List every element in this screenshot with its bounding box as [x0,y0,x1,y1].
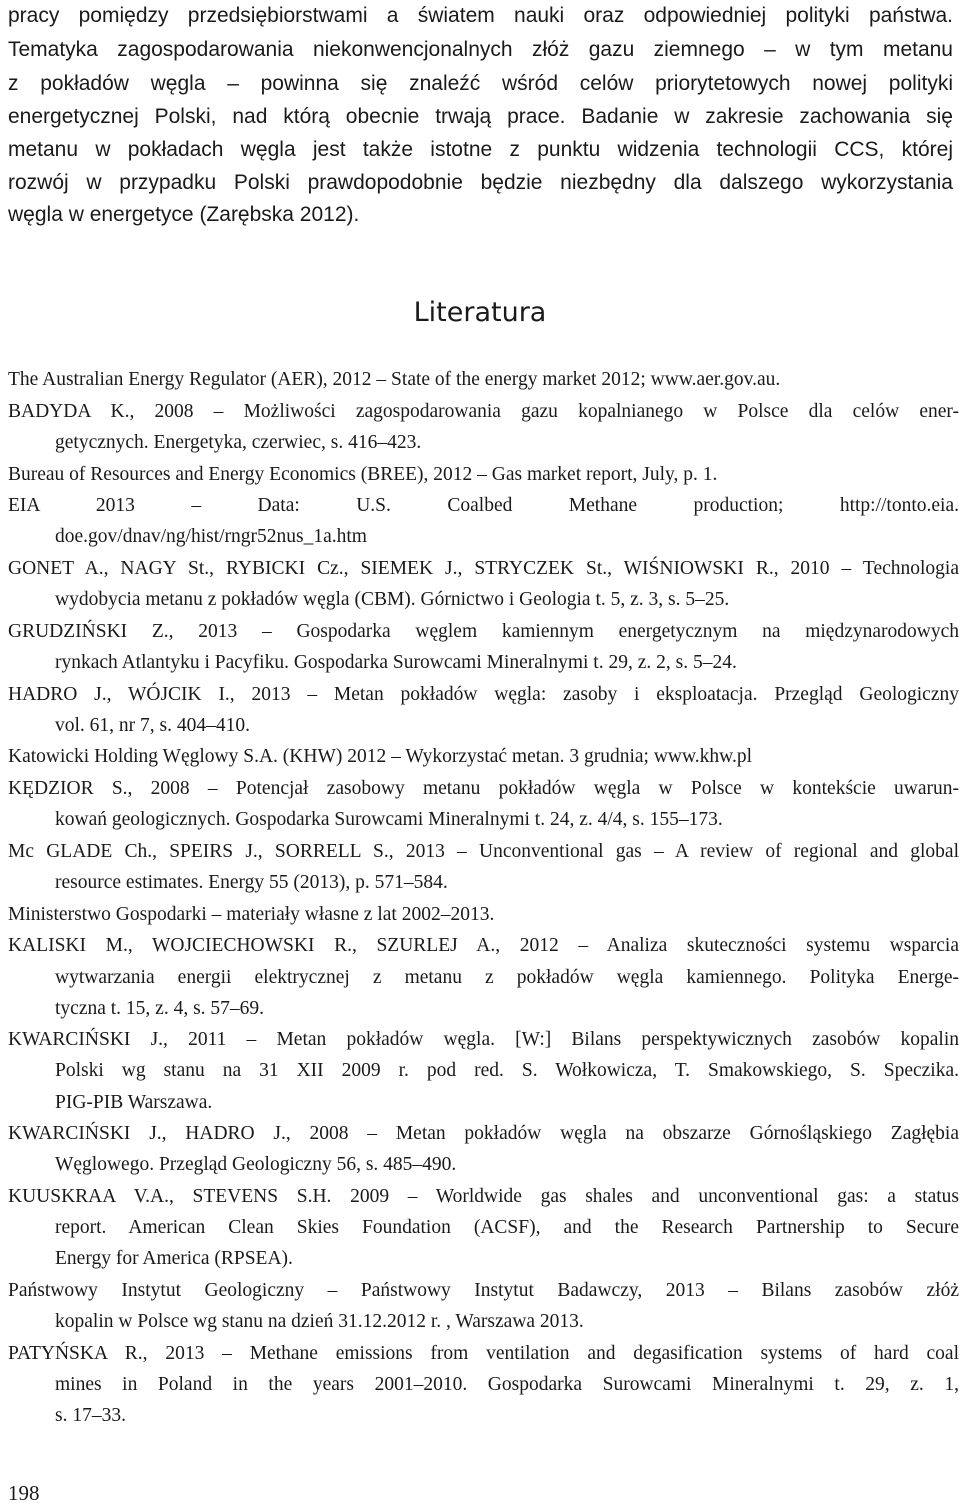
paragraph-line: węgla w energetyce (Zarębska 2012). [8,203,360,226]
reference-continuation-line: vol. 61, nr 7, s. 404–410. [55,715,250,736]
section-heading: Literatura [413,297,547,328]
paragraph-line: energetycznej Polski, nad którą obecnie trwają prace. Badanie w zakresie zachowania się [8,105,953,128]
paragraph-line: Tematyka zagospodarowania niekonwencjonalnych złóż gazu ziemnego – w tym metanu [8,38,953,61]
reference-line: KWARCIŃSKI J., HADRO J., 2008 – Metan pokładów węgla na obszarze Górnośląskiego Zagłębia [8,1123,959,1144]
reference-line: GRUDZIŃSKI Z., 2013 – Gospodarka węglem kamiennym energetycznym na międzynarodowych [8,621,959,642]
paragraph-line: z pokładów węgla – powinna się znaleźć wśród celów priorytetowych nowej polityki [8,72,953,95]
reference-continuation-line: Polski wg stanu na 31 XII 2009 r. pod red. S. Wołkowicza, T. Smakowskiego, S. Speczika. [55,1060,959,1081]
reference-continuation-line: Węglowego. Przegląd Geologiczny 56, s. 485–490. [55,1154,457,1175]
paragraph-line: pracy pomiędzy przedsiębiorstwami a światem nauki oraz odpowiedniej polityki państwa. [8,4,953,27]
reference-line: KĘDZIOR S., 2008 – Potencjał zasobowy metanu pokładów węgla w Polsce w kontekście uwarun- [8,778,959,799]
reference-line: KALISKI M., WOJCIECHOWSKI R., SZURLEJ A., 2012 – Analiza skuteczności systemu wsparcia [8,935,959,956]
reference-continuation-line: rynkach Atlantyku i Pacyfiku. Gospodarka Surowcami Mineralnymi t. 29, z. 2, s. 5–24. [55,652,737,673]
reference-line: GONET A., NAGY St., RYBICKI Cz., SIEMEK J., STRYCZEK St., WIŚNIOWSKI R., 2010 – Technologia [8,558,959,579]
reference-continuation-line: mines in Poland in the years 2001–2010. Gospodarka Surowcami Mineralnymi t. 29, z. 1, [55,1374,959,1395]
paragraph-line: metanu w pokładach węgla jest także istotne z punktu widzenia technologii CCS, której [8,138,953,161]
reference-line: Mc GLADE Ch., SPEIRS J., SORRELL S., 2013 – Unconventional gas – A review of regional and global [8,841,959,862]
reference-line: KWARCIŃSKI J., 2011 – Metan pokładów węgla. [W:] Bilans perspektywicznych zasobów kopalin [8,1029,959,1050]
reference-line: KUUSKRAA V.A., STEVENS S.H. 2009 – Worldwide gas shales and unconventional gas: a status [8,1186,959,1207]
reference-line: BADYDA K., 2008 – Możliwości zagospodarowania gazu kopalnianego w Polsce dla celów ener- [8,401,959,422]
reference-line: PATYŃSKA R., 2013 – Methane emissions from ventilation and degasification systems of hard coal [8,1343,959,1364]
reference-continuation-line: s. 17–33. [55,1405,126,1426]
reference-continuation-line: wytwarzania energii elektrycznej z metanu z pokładów węgla kamiennego. Polityka Energe- [55,967,959,988]
reference-continuation-line: resource estimates. Energy 55 (2013), p. 571–584. [55,872,448,893]
reference-line: HADRO J., WÓJCIK I., 2013 – Metan pokładów węgla: zasoby i eksploatacja. Przegląd Geologiczny [8,684,959,705]
reference-line: EIA 2013 – Data: U.S. Coalbed Methane production; http://tonto.eia. [8,495,959,516]
reference-line: Ministerstwo Gospodarki – materiały własne z lat 2002–2013. [8,904,495,925]
paragraph-line: rozwój w przypadku Polski prawdopodobnie będzie niezbędny dla dalszego wykorzystania [8,171,953,194]
reference-continuation-line: Energy for America (RPSEA). [55,1248,293,1269]
reference-continuation-line: report. American Clean Skies Foundation (ACSF), and the Research Partnership to Secure [55,1217,959,1238]
reference-line: Państwowy Instytut Geologiczny – Państwowy Instytut Badawczy, 2013 – Bilans zasobów złóż [8,1280,959,1301]
reference-continuation-line: kowań geologicznych. Gospodarka Surowcami Mineralnymi t. 24, z. 4/4, s. 155–173. [55,809,723,830]
reference-continuation-line: kopalin w Polsce wg stanu na dzień 31.12.2012 r. , Warszawa 2013. [55,1311,584,1332]
reference-line: Katowicki Holding Węglowy S.A. (KHW) 2012 – Wykorzystać metan. 3 grudnia; www.khw.pl [8,746,753,767]
reference-continuation-line: tyczna t. 15, z. 4, s. 57–69. [55,998,265,1019]
page-number: 198 [8,1481,40,1505]
reference-line: Bureau of Resources and Energy Economics (BREE), 2012 – Gas market report, July, p. 1. [8,464,718,485]
reference-continuation-line: wydobycia metanu z pokładów węgla (CBM). Górnictwo i Geologia t. 5, z. 3, s. 5–25. [55,589,730,610]
reference-continuation-line: doe.gov/dnav/ng/hist/rngr52nus_1a.htm [55,526,367,547]
reference-continuation-line: PIG-PIB Warszawa. [55,1092,213,1113]
reference-continuation-line: getycznych. Energetyka, czerwiec, s. 416–423. [55,432,422,453]
reference-line: The Australian Energy Regulator (AER), 2012 – State of the energy market 2012; www.aer.gov.au. [8,369,781,390]
